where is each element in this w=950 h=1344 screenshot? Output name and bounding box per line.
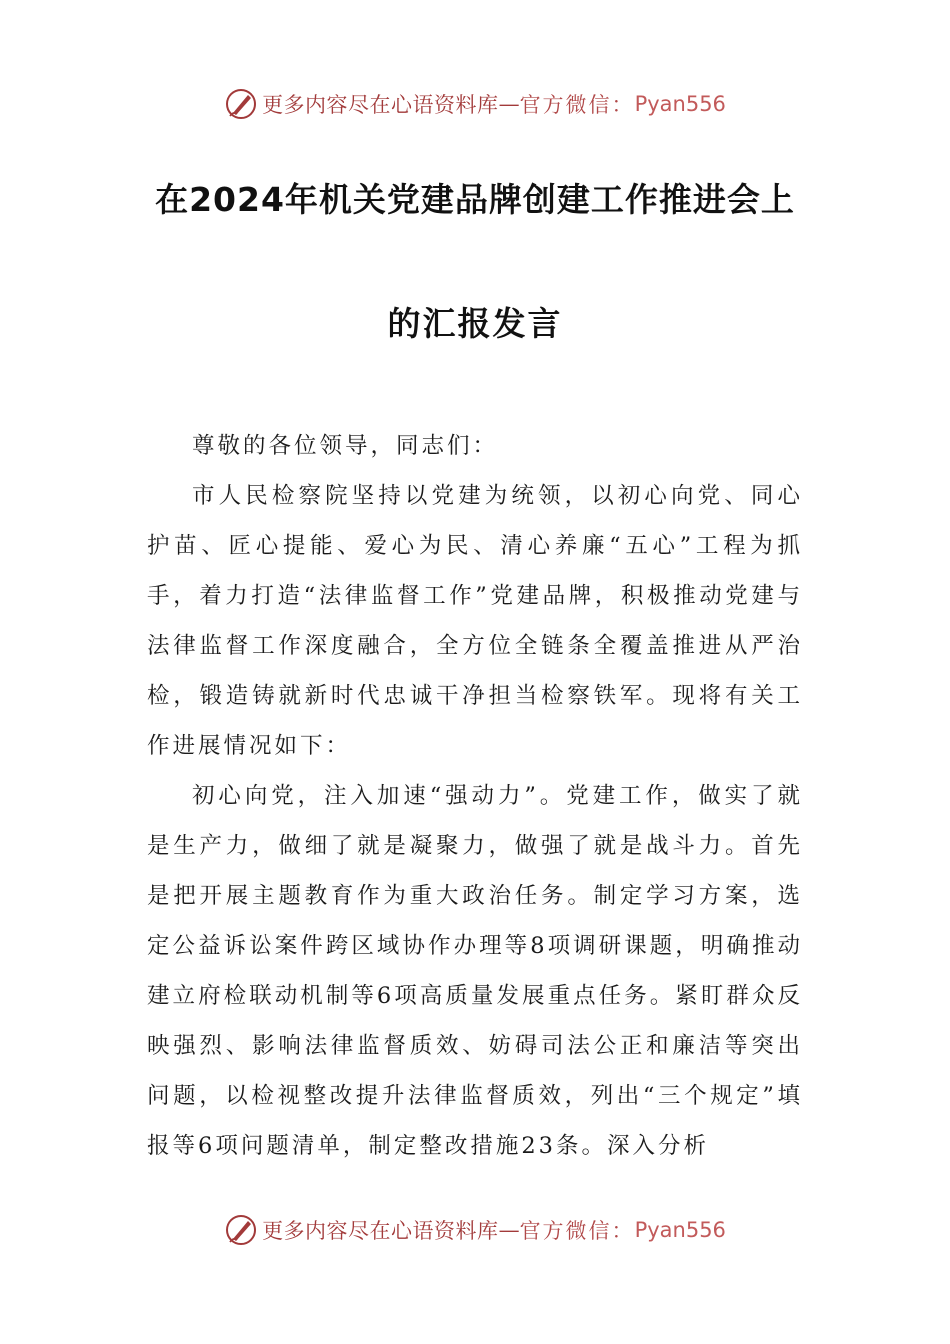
- salutation-paragraph: 尊敬的各位领导，同志们：: [192, 433, 499, 459]
- watermark-label: 官方微信：: [519, 1219, 635, 1243]
- header-watermark: [0, 84, 950, 124]
- watermark-brand: 更多内容尽在心语资料库: [262, 93, 499, 117]
- watermark-brand: 更多内容尽在心语资料库: [262, 1219, 499, 1243]
- section-paragraph: 初心向党，注入加速“强动力”。党建工作，做实了就是生产力，做细了就是凝聚力，做强了就是战斗力。首先是把开展主题教育作为重大政治任务。制定学习方案，选定公益诉讼案件跨区域协作办理等8项调研课题，明确推动建立府检联动机制等6项高质量发展重点任务。紧盯群众反映强烈、影响法律监督质效、妨碍司法公正和廉洁等突出问题，以检视整改提升法律监督质效，列出“三个规定”填报等6项问题清单，制定整改措施23条。深入分析: [147, 783, 803, 1159]
- watermark-dash: —: [498, 1218, 520, 1242]
- intro-paragraph: 市人民检察院坚持以党建为统领，以初心向党、同心护苗、匠心提能、爱心为民、清心养廉“五心”工程为抓手，着力打造“法律监督工作”党建品牌，积极推动党建与法律监督工作深度融合，全方位全链条全覆盖推进从严治检，锻造铸就新时代忠诚干净担当检察铁军。现将有关工作进展情况如下：: [147, 483, 803, 759]
- quill-logo-icon: [224, 1213, 258, 1247]
- watermark-wechat-id: Pyan556: [634, 92, 726, 116]
- watermark-wechat-id: Pyan556: [634, 1218, 726, 1242]
- quill-logo-icon: [224, 87, 258, 121]
- document-title-line-1: 在2024年机关党建品牌创建工作推进会上: [155, 180, 795, 219]
- document-body: [147, 421, 803, 1171]
- watermark-dash: —: [498, 92, 520, 116]
- document-title-line-2: 的汇报发言: [387, 304, 563, 343]
- watermark-label: 官方微信：: [519, 93, 635, 117]
- footer-watermark: [0, 1210, 950, 1250]
